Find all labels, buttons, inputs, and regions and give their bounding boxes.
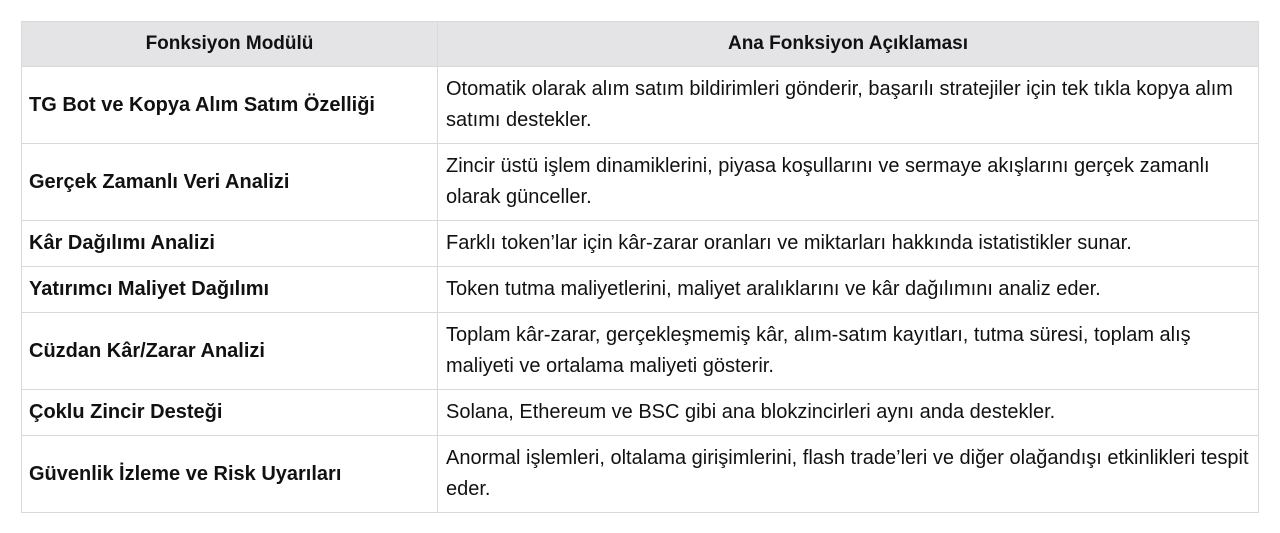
table-row — [22, 67, 1259, 144]
module-cell: Güvenlik İzleme ve Risk Uyarıları — [22, 436, 438, 513]
module-cell: Cüzdan Kâr/Zarar Analizi — [22, 313, 438, 390]
module-cell: Gerçek Zamanlı Veri Analizi — [22, 144, 438, 221]
table-row — [22, 313, 1259, 390]
table-row — [22, 390, 1259, 436]
description-cell: Anormal işlemleri, oltalama girişimlerini, flash trade’leri ve diğer olağandışı etkinlikleri tespit eder. — [438, 436, 1259, 513]
description-cell: Token tutma maliyetlerini, maliyet aralıklarını ve kâr dağılımını analiz eder. — [438, 267, 1259, 313]
description-cell: Otomatik olarak alım satım bildirimleri gönderir, başarılı stratejiler için tek tıkla kopya alım satımı destekler. — [438, 67, 1259, 144]
description-cell: Solana, Ethereum ve BSC gibi ana blokzincirleri aynı anda destekler. — [438, 390, 1259, 436]
module-cell: TG Bot ve Kopya Alım Satım Özelliği — [22, 67, 438, 144]
module-cell: Kâr Dağılımı Analizi — [22, 221, 438, 267]
description-cell: Toplam kâr-zarar, gerçekleşmemiş kâr, alım-satım kayıtları, tutma süresi, toplam alış maliyeti ve ortalama maliyeti gösterir. — [438, 313, 1259, 390]
table-row — [22, 221, 1259, 267]
function-table — [21, 21, 1259, 513]
table-row — [22, 144, 1259, 221]
description-cell: Farklı token’lar için kâr-zarar oranları ve miktarları hakkında istatistikler sunar. — [438, 221, 1259, 267]
module-cell: Yatırımcı Maliyet Dağılımı — [22, 267, 438, 313]
description-cell: Zincir üstü işlem dinamiklerini, piyasa koşullarını ve sermaye akışlarını gerçek zamanlı olarak günceller. — [438, 144, 1259, 221]
table-row — [22, 436, 1259, 513]
table-row — [22, 267, 1259, 313]
header-description: Ana Fonksiyon Açıklaması — [438, 22, 1259, 67]
table-header-row — [22, 22, 1259, 67]
module-cell: Çoklu Zincir Desteği — [22, 390, 438, 436]
header-module: Fonksiyon Modülü — [22, 22, 438, 67]
